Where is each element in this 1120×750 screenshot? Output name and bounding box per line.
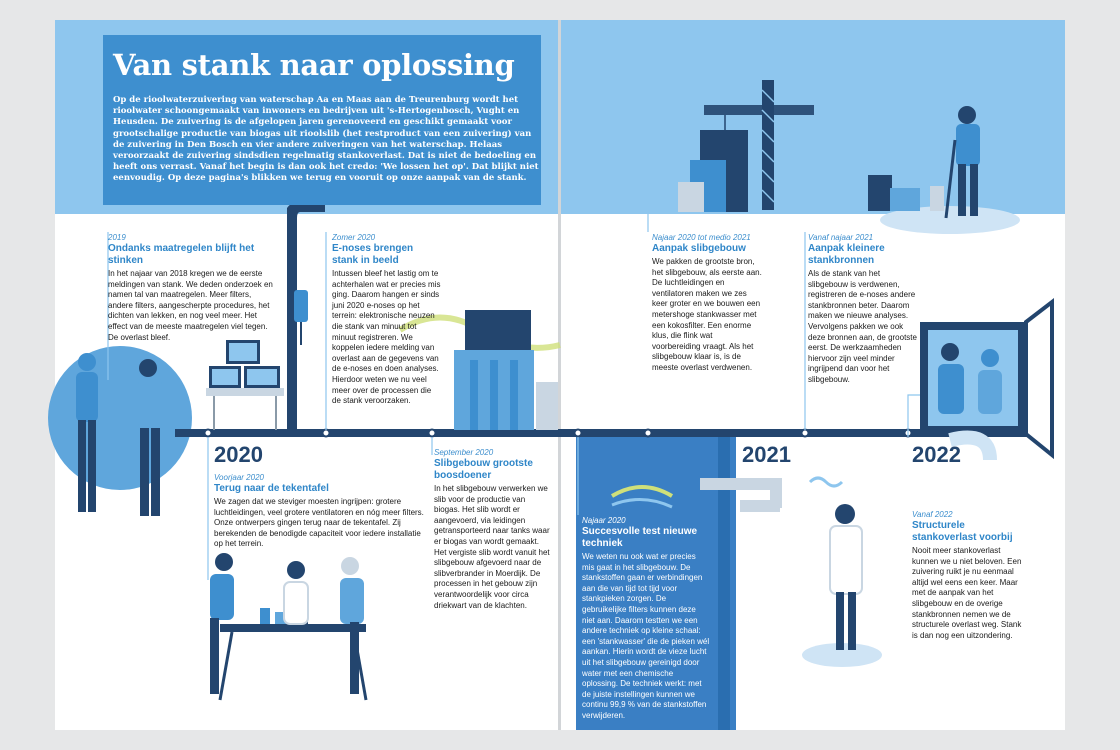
timeline-node (429, 430, 436, 437)
street-sweeper (868, 106, 1020, 234)
entry-heading: Ondanks maatregelen blijft het stinken (108, 243, 255, 266)
entry-date: Voorjaar 2020 (214, 473, 264, 482)
entry-heading: E-noses brengen stank in beeld (332, 243, 414, 266)
entry-date: Vanaf 2022 (912, 510, 953, 519)
entry-heading: Terug naar de tekentafel (214, 483, 329, 494)
entry-heading: Structurele stankoverlast voorbij (912, 520, 1013, 543)
entry-body: Nooit meer stankoverlast kunnen we u niet beloven. Een zuivering ruikt je nu eenmaal altijd wel eens een keer. Maar met de aanpak van het slibgebouw en de overige stankbronnen nemen we de structurele overlast weg. Stank is dan nog een uitzondering. (912, 546, 1022, 640)
timeline-node (802, 430, 809, 437)
entry-date: Najaar 2020 (582, 516, 626, 525)
entry-body: In het slibgebouw verwerken we slib voor de productie van biogas. Het slib wordt er aangevoerd, via leidingen getransporteerd naar tanks waar er biogas van wordt gemaakt. Het vergiste slib wordt vanuit het slibgebouw afgevoerd naar de slibverbrander in Moerdijk. De processen in het gebouw zijn verantwoordelijk voor circa driekwart van de klachten. (434, 484, 550, 610)
entry-heading: Aanpak kleinere stankbronnen (808, 243, 885, 266)
timeline-entry (434, 448, 552, 611)
scientist (802, 504, 882, 667)
residents-backdrop (48, 346, 192, 490)
timeline-entry (808, 233, 918, 386)
entry-date: Najaar 2020 tot medio 2021 (652, 233, 751, 242)
timeline-node (645, 430, 652, 437)
entry-date: September 2020 (434, 448, 494, 457)
entry-body: In het najaar van 2018 kregen we de eerste meldingen van stank. We deden onderzoek en namen tal van maatregelen. Meer filters, andere filters, aangescherpte procedures, het dichten van lekken, en nog veel meer. Het effect van de meeste maatregelen viel tegen. De overlast bleef. (108, 269, 273, 342)
timeline-entry (332, 233, 442, 407)
monitor-screens (206, 340, 284, 430)
timeline-entry (912, 510, 1022, 641)
entry-date: 2019 (108, 233, 126, 242)
entry-body: Als de stank van het slibgebouw is verdwenen, registreren de e-noses andere stankbronnen beter. Daarom maken we nieuwe analyses. Vervolgens pakken we ook deze bronnen aan, de grootste eerst. De werkzaamheden hiervoor zijn veel minder ingrijpend dan voor het slibgebouw. (808, 269, 917, 384)
timeline-node (323, 430, 330, 437)
entry-body: We pakken de grootste bron, het slibgebouw, als eerste aan. De luchtleidingen en ventilatoren maken we zes keer groter en we bouwen een metershoge stankwasser met een kokosfilter. Een enorme klus, die flink wat voorbereiding vraagt. Als het slibgebouw klaar is, is de meeste overlast verdwenen. (652, 257, 762, 372)
timeline-node (205, 430, 212, 437)
timeline-entry (108, 233, 278, 343)
entry-body: We zagen dat we steviger moesten ingrijpen: grotere luchtleidingen, veel grotere ventilatoren en nóg meer filters. Onze ontwerpers gingen terug naar de tekentafel. Zij berekenden de benodigde capaciteit voor iedere installatie op het terrein. (214, 497, 424, 549)
year-label: 2021 (742, 442, 791, 467)
engineers-at-table (210, 553, 366, 700)
page-title: Van stank naar oplossing (113, 48, 515, 82)
tower-crane (678, 80, 814, 212)
entry-heading: Slibgebouw grootste boosdoener (434, 458, 533, 481)
year-label: 2020 (214, 442, 263, 467)
timeline-node (575, 430, 582, 437)
year-label: 2022 (912, 442, 961, 467)
intro-text: Op de rioolwaterzuivering van waterschap Aa en Maas aan de Treurenburg wordt het rioolwater schoongemaakt van inwoners en bedrijven uit 's-Hertogenbosch, Vught en Heusden. De zuivering is de afgelopen jaren gerenoveerd en geschikt gemaakt voor grootschalige productie van biogas uit rioolslib (het restproduct van een zuivering) van de zuivering in Den Bosch en vier andere zuiveringen van het waterschap. Helaas veroorzaakt de zuivering sindsdien regelmatig stankoverlast. Dat is niet de bedoeling en heeft ons verrast. Vanaf het begin is dan ook het credo: 'We lossen het op'. Dat blijkt niet eenvoudig. Op deze pagina's blikken we terug en vooruit op onze aanpak van de stank. (113, 95, 539, 184)
timeline-entry (214, 473, 429, 550)
timeline-entry (582, 516, 710, 722)
entry-body: We weten nu ook wat er precies mis gaat in het slibgebouw. De stankstoffen gaan er verbindingen aan die van tijd tot tijd voor stankpieken zorgen. De gebruikelijke filters kunnen deze niet aan. Daarom testten we een andere techniek op kleine schaal: een 'stankwasser' die de pieken wél aankan. Hierin wordt de vieze lucht uit het slibgebouw gereinigd door water met een chemische oplossing. De techniek werkt: met de juiste instellingen kunnen we continu 99,9 % van de stankstoffen verwijderen. (582, 552, 710, 720)
timeline-entry (652, 233, 762, 374)
entry-heading: Aanpak slibgebouw (652, 243, 746, 254)
entry-date: Vanaf najaar 2021 (808, 233, 874, 242)
entry-heading: Succesvolle test nieuwe techniek (582, 526, 698, 549)
entry-body: Intussen bleef het lastig om te achterhalen wat er precies mis ging. Daarom hangen er sinds juni 2020 e-noses op het terrein: elektronische neuzen die stank van minuut tot minuut registreren. We koppelen iedere melding van overlast aan de gegevens van de e-noses en doen analyses. Hierdoor weten we nu veel meer over de processen die de stank veroorzaken. (332, 269, 441, 406)
e-nose-pole (287, 200, 325, 430)
entry-date: Zomer 2020 (332, 233, 376, 242)
